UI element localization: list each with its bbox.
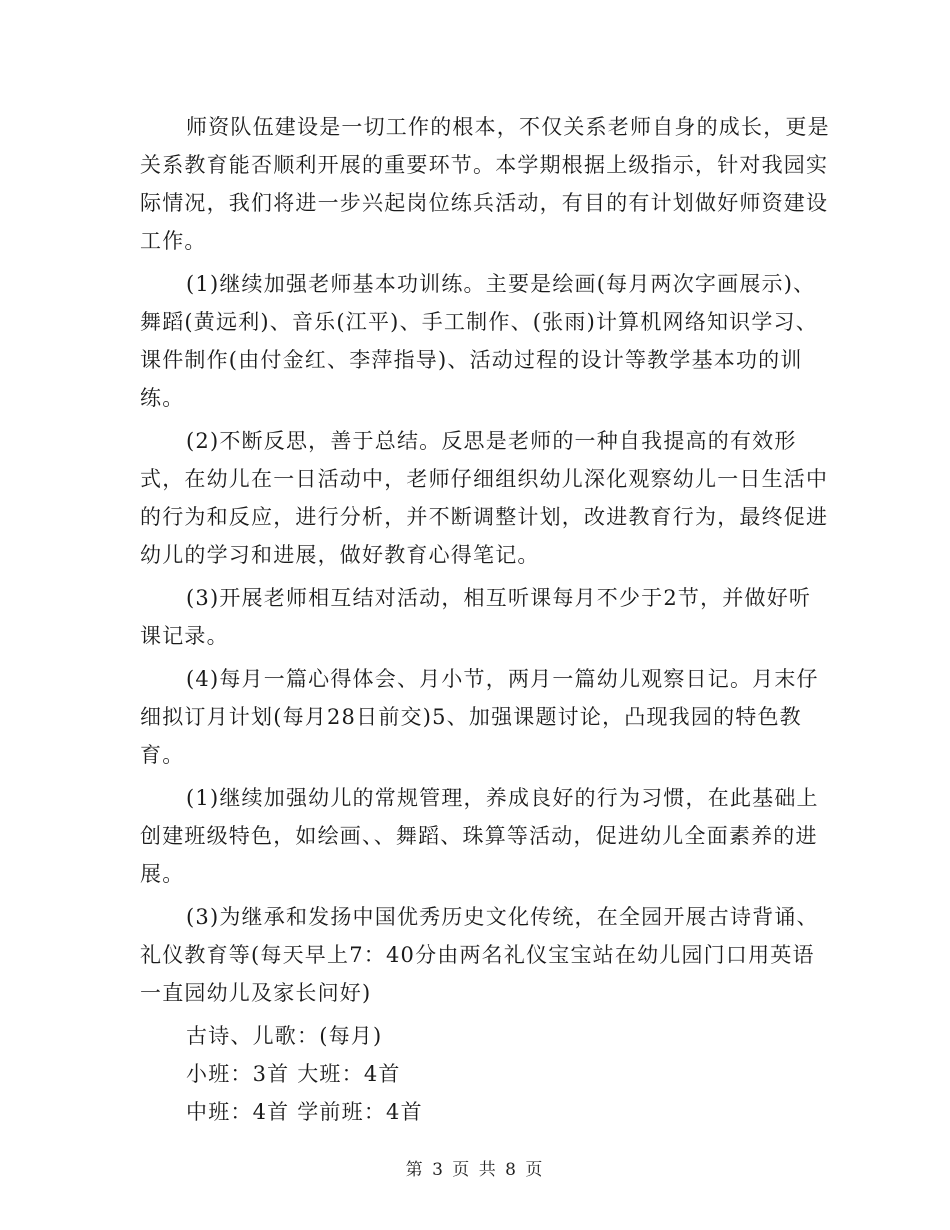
page-number-footer: 第 3 页 共 8 页 xyxy=(405,1160,545,1180)
paragraph-routine-management: (1)继续加强幼儿的常规管理，养成良好的行为习惯，在此基础上创建班级特色，如绘画、、舞蹈、珠算等活动，促进幼儿全面素养的进展。 xyxy=(140,786,819,886)
document-body xyxy=(140,108,830,1131)
line-small-large-class: 小班：3首 大班：4首 xyxy=(186,1062,401,1086)
paragraph-pairing: (3)开展老师相互结对活动，相互听课每月不少于2节，并做好听课记录。 xyxy=(140,586,812,648)
paragraph-culture-tradition: (3)为继承和发扬中国优秀历史文化传统，在全园开展古诗背诵、礼仪教育等(每天早上7：40分由两名礼仪宝宝站在幼儿园门口用英语一直园幼儿及家长问好) xyxy=(140,905,819,1005)
line-poems-heading: 古诗、儿歌：(每月) xyxy=(186,1024,383,1048)
paragraph-monthly-notes: (4)每月一篇心得体会、月小节，两月一篇幼儿观察日记。月末仔细拟订月计划(每月28日前交)5、加强课题讨论，凸现我园的特色教育。 xyxy=(140,667,819,767)
line-middle-preschool-class: 中班：4首 学前班：4首 xyxy=(186,1100,423,1124)
paragraph-teacher-team: 师资队伍建设是一切工作的根本，不仅关系老师自身的成长，更是关系教育能否顺利开展的重要环节。本学期根据上级指示，针对我园实际情况，我们将进一步兴起岗位练兵活动，有目的有计划做好师资建设工作。 xyxy=(140,115,830,253)
paragraph-basic-skills: (1)继续加强老师基本功训练。主要是绘画(每月两次字画展示)、舞蹈(黄远利)、音乐(江平)、手工制作、(张雨)计算机网络知识学习、课件制作(由付金红、李萍指导)、活动过程的设计等教学基本功的训练。 xyxy=(140,272,818,410)
paragraph-reflection: (2)不断反思，善于总结。反思是老师的一种自我提高的有效形式，在幼儿在一日活动中，老师仔细组织幼儿深化观察幼儿一日生活中的行为和反应，进行分析，并不断调整计划，改进教育行为，最终促进幼儿的学习和进展，做好教育心得笔记。 xyxy=(140,429,829,567)
